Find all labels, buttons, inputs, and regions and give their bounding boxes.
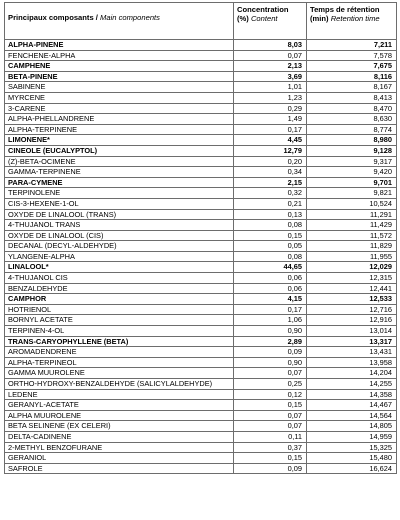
component-name-cell: AROMADENDRENE [5, 347, 234, 358]
concentration-cell: 2,13 [234, 61, 307, 72]
retention-time-cell: 9,420 [307, 167, 397, 178]
component-name-cell: BORNYL ACETATE [5, 315, 234, 326]
concentration-cell: 0,09 [234, 463, 307, 474]
retention-time-cell: 8,630 [307, 114, 397, 125]
concentration-cell: 0,90 [234, 357, 307, 368]
table-row [5, 241, 397, 252]
retention-time-cell: 14,805 [307, 421, 397, 432]
component-name-cell: LINALOOL* [5, 262, 234, 273]
table-row [5, 410, 397, 421]
table-row [5, 82, 397, 93]
concentration-cell: 0,07 [234, 50, 307, 61]
retention-time-cell: 9,128 [307, 145, 397, 156]
concentration-cell: 0,06 [234, 283, 307, 294]
component-name-cell: ALPHA-TERPINENE [5, 124, 234, 135]
component-name-cell: GAMMA-TERPINENE [5, 167, 234, 178]
retention-time-cell: 12,315 [307, 273, 397, 284]
table-row [5, 262, 397, 273]
table-row [5, 368, 397, 379]
table-row [5, 251, 397, 262]
table-row [5, 336, 397, 347]
component-name-cell: ALPHA MUUROLENE [5, 410, 234, 421]
concentration-cell: 0,21 [234, 198, 307, 209]
retention-time-cell: 13,958 [307, 357, 397, 368]
retention-time-cell: 14,959 [307, 431, 397, 442]
table-row [5, 294, 397, 305]
component-name-cell: OXYDE DE LINALOOL (CIS) [5, 230, 234, 241]
header-retention [307, 3, 397, 40]
concentration-cell: 0,08 [234, 251, 307, 262]
concentration-cell: 0,32 [234, 188, 307, 199]
concentration-cell: 44,65 [234, 262, 307, 273]
concentration-cell: 0,17 [234, 304, 307, 315]
component-name-cell: SABINENE [5, 82, 234, 93]
component-name-cell: DECANAL (DECYL-ALDEHYDE) [5, 241, 234, 252]
retention-time-cell: 15,325 [307, 442, 397, 453]
table-row [5, 209, 397, 220]
retention-time-cell: 12,716 [307, 304, 397, 315]
header-concentration-unit: (%) [237, 14, 249, 24]
component-name-cell: SAFROLE [5, 463, 234, 474]
retention-time-cell: 11,829 [307, 241, 397, 252]
table-row [5, 463, 397, 474]
table-row [5, 442, 397, 453]
table-row [5, 50, 397, 61]
header-components-main: Principaux composants [8, 13, 94, 22]
table-row [5, 389, 397, 400]
component-name-cell: 3-CARENE [5, 103, 234, 114]
table-row [5, 421, 397, 432]
component-name-cell: GERANYL-ACETATE [5, 400, 234, 411]
concentration-cell: 0,07 [234, 421, 307, 432]
table-row [5, 304, 397, 315]
header-components-sep: / [93, 13, 101, 22]
component-name-cell: HOTRIENOL [5, 304, 234, 315]
component-name-cell: ORTHO-HYDROXY-BENZALDEHYDE (SALICYLALDEHYDE) [5, 379, 234, 390]
concentration-cell: 4,45 [234, 135, 307, 146]
retention-time-cell: 8,774 [307, 124, 397, 135]
concentration-cell: 0,15 [234, 400, 307, 411]
component-name-cell: 4-THUJANOL CIS [5, 273, 234, 284]
concentration-cell: 2,89 [234, 336, 307, 347]
component-name-cell: PARA-CYMENE [5, 177, 234, 188]
concentration-cell: 0,25 [234, 379, 307, 390]
component-name-cell: TRANS-CARYOPHYLLENE (BETA) [5, 336, 234, 347]
component-name-cell: 4-THUJANOL TRANS [5, 220, 234, 231]
concentration-cell: 0,15 [234, 230, 307, 241]
retention-time-cell: 13,014 [307, 326, 397, 337]
retention-time-cell: 8,116 [307, 71, 397, 82]
component-name-cell: ALPHA-PHELLANDRENE [5, 114, 234, 125]
header-retention-italic: Retention time [330, 14, 380, 24]
table-row [5, 198, 397, 209]
header-retention-title: Temps de rétention [310, 5, 380, 14]
retention-time-cell: 8,413 [307, 92, 397, 103]
concentration-cell: 1,23 [234, 92, 307, 103]
table-row [5, 230, 397, 241]
retention-time-cell: 14,467 [307, 400, 397, 411]
component-name-cell: TERPINOLENE [5, 188, 234, 199]
table-body [5, 40, 397, 474]
table-row [5, 124, 397, 135]
component-name-cell: GAMMA MUUROLENE [5, 368, 234, 379]
retention-time-cell: 9,821 [307, 188, 397, 199]
retention-time-cell: 11,291 [307, 209, 397, 220]
table-header [5, 3, 397, 40]
concentration-cell: 0,12 [234, 389, 307, 400]
component-name-cell: OXYDE DE LINALOOL (TRANS) [5, 209, 234, 220]
retention-time-cell: 12,533 [307, 294, 397, 305]
retention-time-cell: 8,980 [307, 135, 397, 146]
component-name-cell: BETA-PINENE [5, 71, 234, 82]
table-row [5, 103, 397, 114]
concentration-cell: 0,15 [234, 453, 307, 464]
component-name-cell: BENZALDEHYDE [5, 283, 234, 294]
table-row [5, 431, 397, 442]
concentration-cell: 1,49 [234, 114, 307, 125]
component-name-cell: CINEOLE (EUCALYPTOL) [5, 145, 234, 156]
table-row [5, 92, 397, 103]
header-concentration-title: Concentration [237, 5, 289, 14]
retention-time-cell: 14,564 [307, 410, 397, 421]
concentration-cell: 1,06 [234, 315, 307, 326]
retention-time-cell: 14,255 [307, 379, 397, 390]
component-name-cell: TERPINEN-4-OL [5, 326, 234, 337]
retention-time-cell: 16,624 [307, 463, 397, 474]
retention-time-cell: 14,204 [307, 368, 397, 379]
concentration-cell: 2,15 [234, 177, 307, 188]
table-row [5, 400, 397, 411]
header-components [5, 3, 234, 40]
concentration-cell: 0,06 [234, 273, 307, 284]
component-name-cell: ALPHA-TERPINEOL [5, 357, 234, 368]
retention-time-cell: 13,431 [307, 347, 397, 358]
retention-time-cell: 14,358 [307, 389, 397, 400]
concentration-cell: 0,17 [234, 124, 307, 135]
concentration-cell: 0,90 [234, 326, 307, 337]
retention-time-cell: 7,578 [307, 50, 397, 61]
component-name-cell: MYRCENE [5, 92, 234, 103]
concentration-cell: 12,79 [234, 145, 307, 156]
table-row [5, 114, 397, 125]
concentration-cell: 0,09 [234, 347, 307, 358]
concentration-cell: 0,05 [234, 241, 307, 252]
header-components-italic: Main components [100, 13, 160, 22]
concentration-cell: 0,20 [234, 156, 307, 167]
table-row [5, 283, 397, 294]
table-row [5, 453, 397, 464]
header-concentration [234, 3, 307, 40]
retention-time-cell: 11,955 [307, 251, 397, 262]
retention-time-cell: 11,429 [307, 220, 397, 231]
retention-time-cell: 15,480 [307, 453, 397, 464]
table-row [5, 273, 397, 284]
component-name-cell: (Z)-BETA-OCIMENE [5, 156, 234, 167]
retention-time-cell: 10,524 [307, 198, 397, 209]
component-name-cell: LIMONENE* [5, 135, 234, 146]
table-row [5, 71, 397, 82]
table-row [5, 61, 397, 72]
component-name-cell: 2-METHYL BENZOFURANE [5, 442, 234, 453]
table-row [5, 145, 397, 156]
table-row [5, 379, 397, 390]
retention-time-cell: 12,441 [307, 283, 397, 294]
concentration-cell: 0,37 [234, 442, 307, 453]
concentration-cell: 0,11 [234, 431, 307, 442]
concentration-cell: 0,07 [234, 368, 307, 379]
component-name-cell: CAMPHOR [5, 294, 234, 305]
concentration-cell: 0,13 [234, 209, 307, 220]
table-row [5, 156, 397, 167]
component-name-cell: LEDENE [5, 389, 234, 400]
table-row [5, 40, 397, 51]
header-row [5, 3, 397, 40]
retention-time-cell: 12,916 [307, 315, 397, 326]
concentration-cell: 1,01 [234, 82, 307, 93]
retention-time-cell: 13,317 [307, 336, 397, 347]
retention-time-cell: 8,470 [307, 103, 397, 114]
concentration-cell: 8,03 [234, 40, 307, 51]
header-concentration-italic: Content [250, 14, 278, 24]
component-name-cell: CAMPHENE [5, 61, 234, 72]
concentration-cell: 0,34 [234, 167, 307, 178]
retention-time-cell: 12,029 [307, 262, 397, 273]
retention-time-cell: 9,317 [307, 156, 397, 167]
concentration-cell: 0,07 [234, 410, 307, 421]
composition-table [4, 2, 397, 474]
component-name-cell: YLANGENE-ALPHA [5, 251, 234, 262]
retention-time-cell: 7,675 [307, 61, 397, 72]
retention-time-cell: 8,167 [307, 82, 397, 93]
concentration-cell: 3,69 [234, 71, 307, 82]
table-row [5, 177, 397, 188]
component-name-cell: DELTA-CADINENE [5, 431, 234, 442]
table-row [5, 326, 397, 337]
component-name-cell: ALPHA-PINENE [5, 40, 234, 51]
component-name-cell: CIS-3-HEXENE-1-OL [5, 198, 234, 209]
retention-time-cell: 7,211 [307, 40, 397, 51]
table-row [5, 347, 397, 358]
concentration-cell: 0,29 [234, 103, 307, 114]
table-row [5, 357, 397, 368]
table-row [5, 220, 397, 231]
retention-time-cell: 9,701 [307, 177, 397, 188]
concentration-cell: 4,15 [234, 294, 307, 305]
concentration-cell: 0,08 [234, 220, 307, 231]
table-row [5, 315, 397, 326]
table-row [5, 135, 397, 146]
table-row [5, 188, 397, 199]
header-retention-unit: (min) [310, 14, 329, 24]
component-name-cell: BETA SELINENE (EX CELERI) [5, 421, 234, 432]
component-name-cell: FENCHENE-ALPHA [5, 50, 234, 61]
component-name-cell: GERANIOL [5, 453, 234, 464]
retention-time-cell: 11,572 [307, 230, 397, 241]
table-row [5, 167, 397, 178]
